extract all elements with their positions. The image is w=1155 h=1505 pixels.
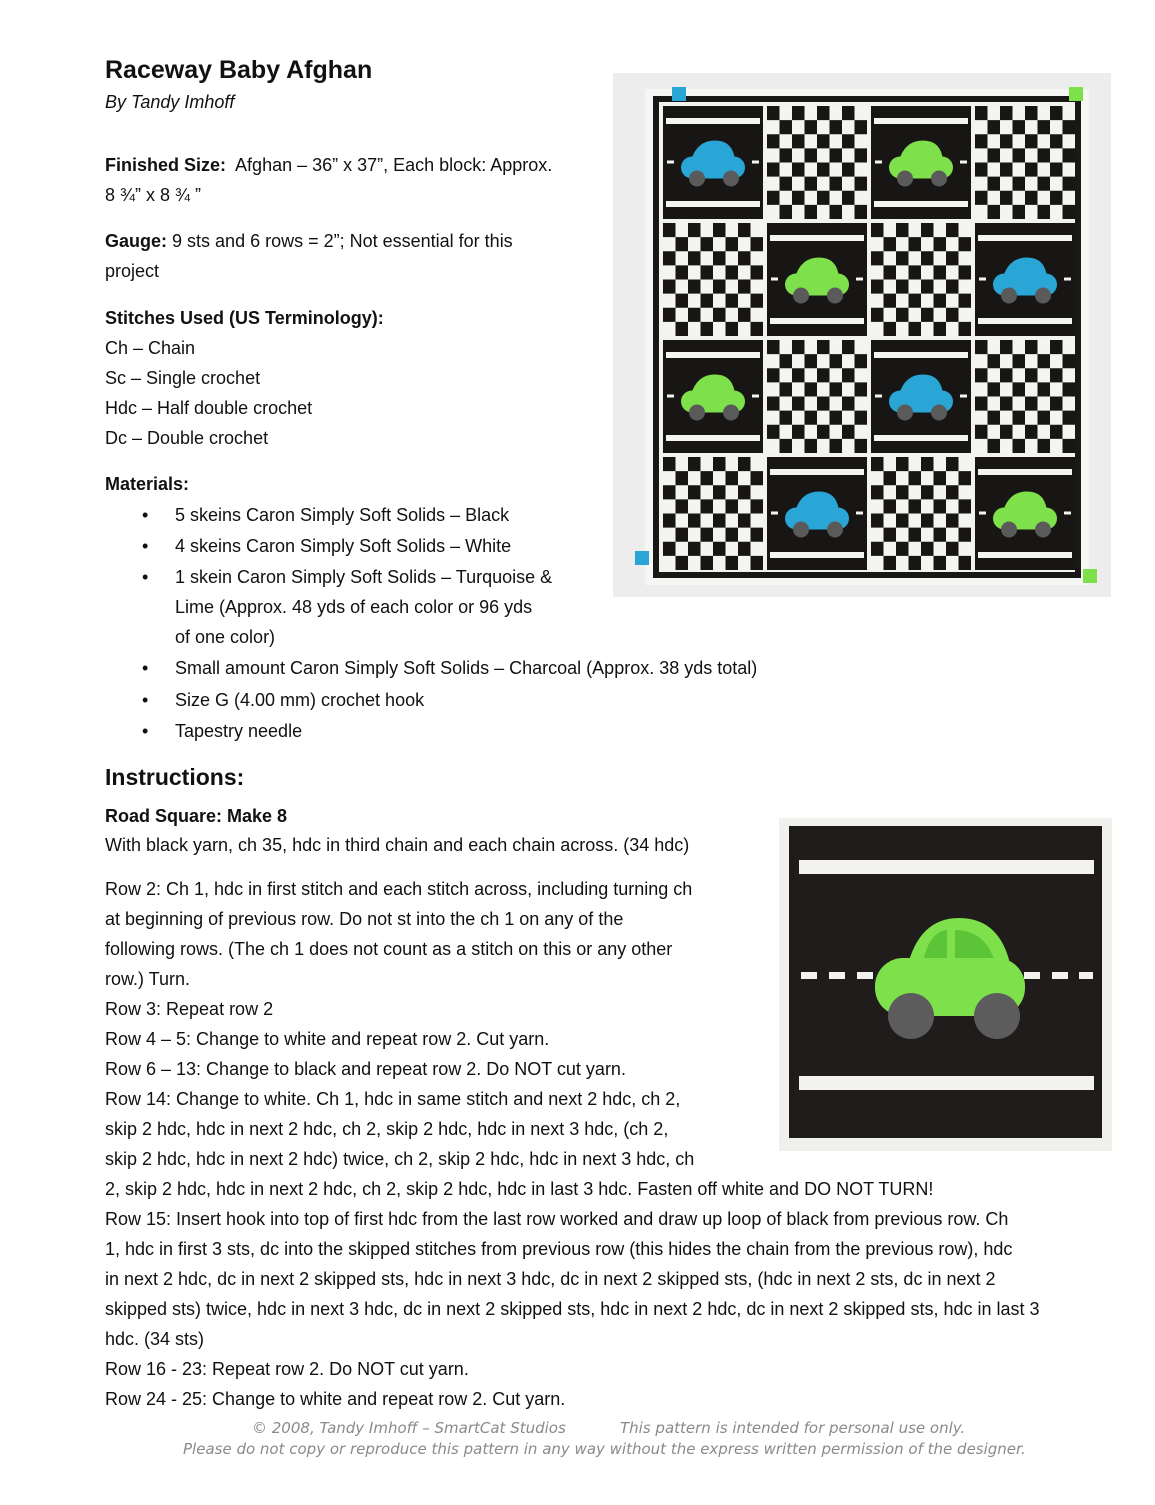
material-item: 4 skeins Caron Simply Soft Solids – White [175, 536, 512, 556]
corner-tassel [635, 551, 649, 565]
corner-tassel [1069, 87, 1083, 101]
finished-size-label: Finished Size: [105, 155, 227, 175]
material-item: 1 skein Caron Simply Soft Solids – Turquoise & [175, 567, 553, 587]
material-item: 5 skeins Caron Simply Soft Solids – Black [175, 505, 510, 525]
instruction-line: Row 2: Ch 1, hdc in first stitch and each stitch across, including turning ch [105, 879, 693, 899]
instruction-line: row.) Turn. [105, 969, 191, 989]
material-item-cont: of one color) [175, 627, 276, 647]
instruction-line: hdc. (34 sts) [105, 1329, 205, 1349]
footer-copyright: © 2008, Tandy Imhoff – SmartCat Studios [252, 1419, 566, 1437]
stitches-heading: Stitches Used (US Terminology): [105, 308, 384, 328]
bullet-icon: • [142, 690, 149, 710]
road-square-photo [779, 818, 1112, 1151]
instruction-line: With black yarn, ch 35, hdc in third chain and each chain across. (34 hdc) [105, 835, 690, 855]
bullet-icon: • [142, 505, 149, 525]
instruction-line: skip 2 hdc, hdc in next 2 hdc) twice, ch 2, skip 2 hdc, hdc in next 3 hdc, ch [105, 1149, 695, 1169]
gauge-text-2: project [105, 261, 160, 281]
byline: By Tandy Imhoff [105, 92, 235, 112]
stitch-item: Ch – Chain [105, 338, 196, 358]
instruction-line: Row 15: Insert hook into top of first hdc from the last row worked and draw up loop of black from previous row. Ch [105, 1209, 1009, 1229]
instruction-line: 2, skip 2 hdc, hdc in next 2 hdc, ch 2, skip 2 hdc, hdc in last 3 hdc. Fasten off white and DO NOT TURN! [105, 1179, 934, 1199]
white-stripe [799, 1076, 1094, 1090]
footer-permission: Please do not copy or reproduce this pattern in any way without the express written permission of the designer. [183, 1440, 1026, 1458]
finished-size-text: Afghan – 36” x 37”, Each block: Approx. [235, 155, 553, 175]
instruction-line: Row 6 – 13: Change to black and repeat row 2. Do NOT cut yarn. [105, 1059, 626, 1079]
afghan-photo [613, 73, 1111, 597]
corner-tassel [672, 87, 686, 101]
instruction-line: Row 14: Change to white. Ch 1, hdc in same stitch and next 2 hdc, ch 2, [105, 1089, 681, 1109]
bullet-icon: • [142, 721, 149, 741]
instruction-line: following rows. (The ch 1 does not count as a stitch on this or any other [105, 939, 673, 959]
page-title: Raceway Baby Afghan [105, 56, 373, 84]
material-item: Small amount Caron Simply Soft Solids – Charcoal (Approx. 38 yds total) [175, 658, 758, 678]
finished-size-text-2: 8 ¾” x 8 ¾ ” [105, 185, 202, 205]
white-stripe [799, 860, 1094, 874]
instruction-line: at beginning of previous row. Do not st into the ch 1 on any of the [105, 909, 624, 929]
instruction-line: Row 24 - 25: Change to white and repeat row 2. Cut yarn. [105, 1389, 566, 1409]
instruction-line: Row 3: Repeat row 2 [105, 999, 274, 1019]
material-item: Tapestry needle [175, 721, 303, 741]
instruction-line: 1, hdc in first 3 sts, dc into the skipped stitches from previous row (this hides the chain from the previous row), hdc [105, 1239, 1013, 1259]
gauge-text: 9 sts and 6 rows = 2”; Not essential for this [172, 231, 513, 251]
footer-personal-use: This pattern is intended for personal use only. [620, 1419, 966, 1437]
corner-tassel [1083, 569, 1097, 583]
instruction-line: skip 2 hdc, hdc in next 2 hdc, ch 2, skip 2 hdc, hdc in next 3 hdc, (ch 2, [105, 1119, 669, 1139]
gauge-label: Gauge: [105, 231, 168, 251]
instruction-line: Row 4 – 5: Change to white and repeat row 2. Cut yarn. [105, 1029, 550, 1049]
instruction-line: Row 16 - 23: Repeat row 2. Do NOT cut yarn. [105, 1359, 469, 1379]
instructions-heading: Instructions: [105, 764, 245, 790]
materials-heading: Materials: [105, 474, 190, 494]
bullet-icon: • [142, 658, 149, 678]
gauge-line [105, 226, 513, 256]
stitch-item: Dc – Double crochet [105, 428, 269, 448]
stitch-item: Hdc – Half double crochet [105, 398, 313, 418]
finished-size-line [105, 150, 552, 180]
bullet-icon: • [142, 567, 149, 587]
road-square-heading: Road Square: Make 8 [105, 806, 288, 826]
material-item-cont: Lime (Approx. 48 yds of each color or 96 yds [175, 597, 533, 617]
stitch-item: Sc – Single crochet [105, 368, 261, 388]
material-item: Size G (4.00 mm) crochet hook [175, 690, 425, 710]
bullet-icon: • [142, 536, 149, 556]
instruction-line: in next 2 hdc, dc in next 2 skipped sts, hdc in next 3 hdc, dc in next 2 skipped sts, (hdc in next 2 sts, dc in next 2 [105, 1269, 996, 1289]
instruction-line: skipped sts) twice, hdc in next 3 hdc, dc in next 2 skipped sts, hdc in next 2 hdc, dc in next 2 skipped sts, hdc in last 3 [105, 1299, 1040, 1319]
